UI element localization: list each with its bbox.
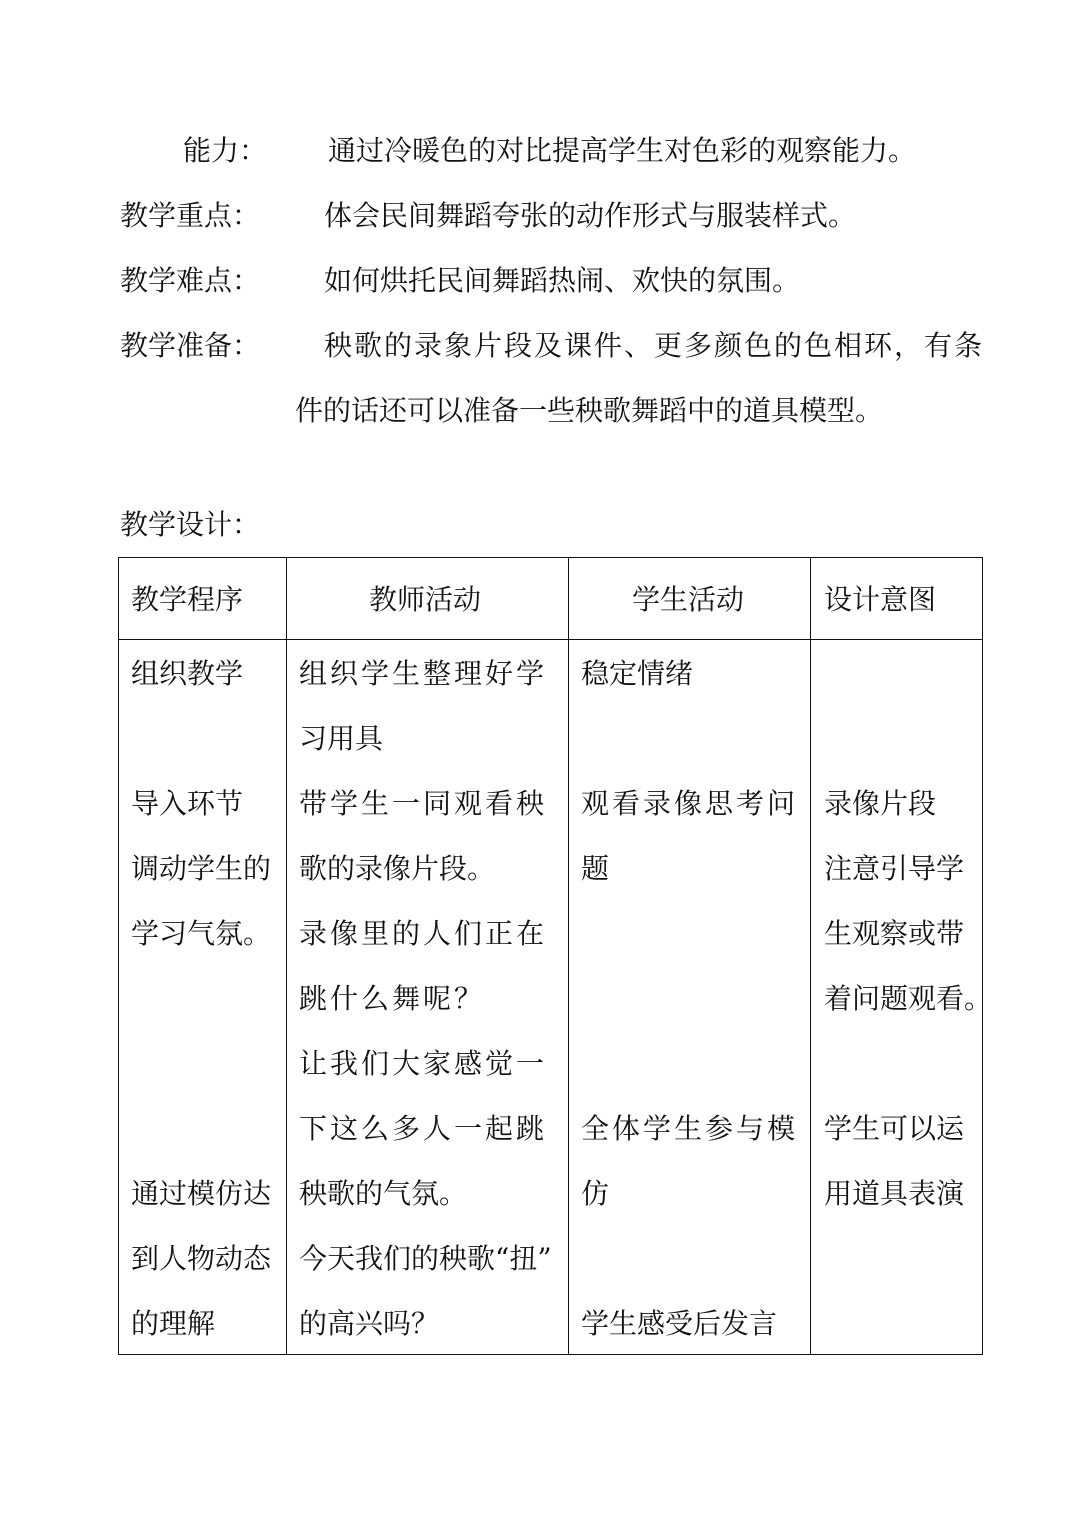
design-intent-cell: 着问题观看。 [824,982,993,1015]
student-activity-cell: 学生感受后发言 [581,1307,778,1340]
teacher-activity-cell: 歌的录像片段。 [299,852,496,885]
design-intent-cell: 录像片段 [824,787,937,820]
design-intent-cell: 注意引导学 [824,852,965,885]
preparation-text-line2: 件的话还可以准备一些秧歌舞蹈中的道具模型。 [295,394,884,427]
column-divider [286,558,287,1354]
teacher-activity-cell: 录像里的人们正在 [299,917,548,950]
teacher-activity-cell: 秧歌的气氛。 [299,1177,468,1210]
header-divider [119,639,982,640]
header-teacher-activity: 教师活动 [369,583,482,616]
student-activity-cell: 仿 [581,1177,610,1210]
preparation-text-line1: 秧歌的录象片段及课件、更多颜色的色相环，有条 [324,329,985,362]
design-title: 教学设计： [120,508,261,541]
teacher-activity-cell: 习用具 [299,722,384,755]
procedure-cell: 调动学生的 [131,852,272,885]
difficulty-label: 教学难点： [120,264,261,297]
procedure-cell: 组织教学 [131,657,244,690]
key-point-label: 教学重点： [120,199,261,232]
teacher-activity-cell: 组织学生整理好学 [299,657,548,690]
ability-text: 通过冷暖色的对比提高学生对色彩的观察能力。 [328,134,917,167]
header-student-activity: 学生活动 [632,583,745,616]
teaching-design-table [118,557,993,1355]
preparation-label: 教学准备： [120,329,261,362]
procedure-cell: 导入环节 [131,787,244,820]
student-activity-cell: 稳定情绪 [581,657,694,690]
header-procedure: 教学程序 [131,583,244,616]
header-design-intent: 设计意图 [824,583,937,616]
teacher-activity-cell: 下这么多人一起跳 [299,1112,548,1145]
teacher-activity-cell: 跳什么舞呢？ [299,982,486,1015]
student-activity-cell: 题 [581,852,610,885]
student-activity-cell: 全体学生参与模 [581,1112,799,1145]
design-intent-cell: 用道具表演 [824,1177,965,1210]
procedure-cell: 的理解 [131,1307,216,1340]
teacher-activity-cell: 带学生一同观看秧 [299,787,548,820]
design-intent-cell: 生观察或带 [824,917,965,950]
student-activity-cell: 观看录像思考问 [581,787,799,820]
teacher-activity-cell: 的高兴吗？ [299,1307,440,1340]
column-divider [810,558,811,1354]
key-point-text: 体会民间舞蹈夸张的动作形式与服装样式。 [324,199,857,232]
teacher-activity-cell: 今天我们的秧歌“扭” [299,1242,552,1275]
procedure-cell: 到人物动态 [131,1242,272,1275]
column-divider [568,558,569,1354]
ability-label: 能力： [183,134,268,167]
difficulty-text: 如何烘托民间舞蹈热闹、欢快的氛围。 [324,264,801,297]
teacher-activity-cell: 让我们大家感觉一 [299,1047,548,1080]
procedure-cell: 通过模仿达 [131,1177,272,1210]
design-intent-cell: 学生可以运 [824,1112,965,1145]
procedure-cell: 学习气氛。 [131,917,272,950]
